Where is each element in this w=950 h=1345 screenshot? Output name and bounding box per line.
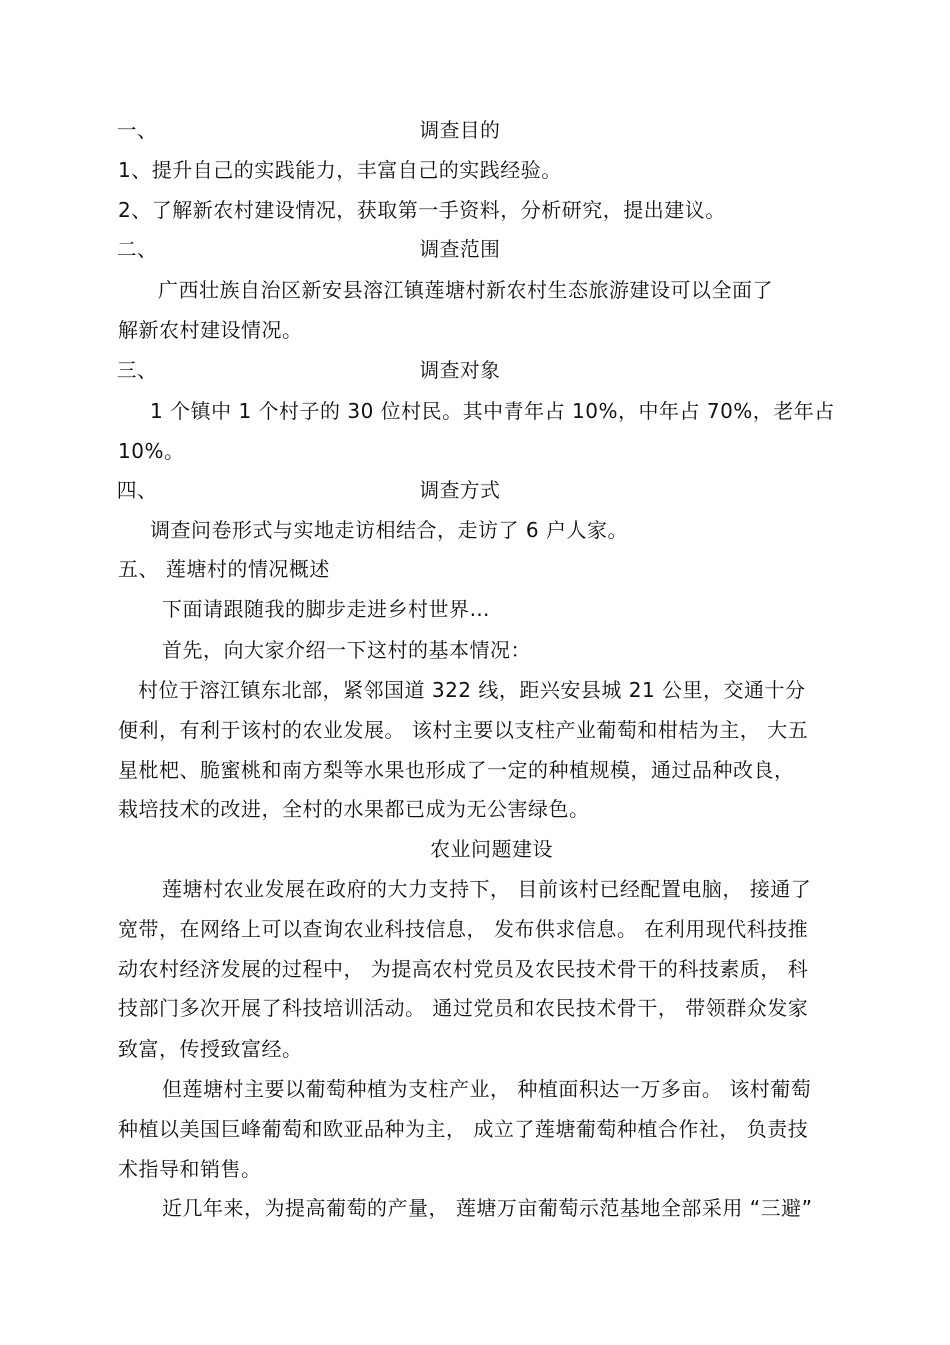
section-4-heading [0, 478, 940, 502]
method-line: 调查问卷形式与实地走访相结合，走访了 6 户人家。 [150, 518, 628, 542]
overview-paragraph-line: 下面请跟随我的脚步走进乡村世界… [162, 597, 490, 621]
purpose-item-2: 2、了解新农村建设情况，获取第一手资料，分析研究，提出建议。 [118, 198, 726, 222]
overview-paragraph-line: 星枇杷、脆蜜桃和南方梨等水果也形成了一定的种植规模，通过品种改良， [118, 758, 795, 782]
agriculture-paragraph-line: 致富，传授致富经。 [118, 1037, 303, 1061]
section-1-heading [0, 118, 940, 142]
section-number: 一、 [116, 118, 158, 142]
section-3-heading [0, 358, 940, 382]
purpose-item-1: 1、提升自己的实践能力，丰富自己的实践经验。 [118, 158, 562, 182]
agriculture-heading: 农业问题建设 [430, 837, 553, 861]
overview-paragraph-line: 栽培技术的改进，全村的水果都已成为无公害绿色。 [118, 797, 590, 821]
subjects-line: 10%。 [118, 439, 185, 463]
agriculture-paragraph-line: 种植以美国巨峰葡萄和欧亚品种为主， 成立了莲塘葡萄种植合作社， 负责技 [118, 1117, 809, 1141]
agriculture-paragraph-line: 术指导和销售。 [118, 1157, 262, 1181]
section-title: 调查范围 [419, 237, 501, 261]
scope-line: 广西壮族自治区新安县溶江镇莲塘村新农村生态旅游建设可以全面了 [158, 278, 773, 302]
agriculture-paragraph-line: 宽带，在网络上可以查询农业科技信息， 发布供求信息。 在利用现代科技推 [118, 917, 809, 941]
section-number: 二、 [116, 237, 158, 261]
overview-paragraph-line: 便利，有利于该村的农业发展。 该村主要以支柱产业葡萄和柑桔为主， 大五 [118, 718, 809, 742]
agriculture-paragraph-line: 但莲塘村主要以葡萄种植为支柱产业， 种植面积达一万多亩。 该村葡萄 [162, 1077, 812, 1101]
agriculture-paragraph-line: 动农村经济发展的过程中， 为提高农村党员及农民技术骨干的科技素质， 科 [118, 957, 809, 981]
section-number: 三、 [116, 358, 158, 382]
subjects-line: 1 个镇中 1 个村子的 30 位村民。其中青年占 10%，中年占 70%，老年占 [150, 399, 835, 423]
section-title: 调查对象 [419, 358, 501, 382]
section-title: 调查目的 [419, 118, 501, 142]
section-number: 四、 [116, 478, 158, 502]
scope-line: 解新农村建设情况。 [118, 318, 303, 342]
section-2-heading [0, 237, 940, 261]
section-5-heading: 五、 莲塘村的情况概述 [118, 557, 330, 581]
overview-paragraph-line: 村位于溶江镇东北部，紧邻国道 322 线，距兴安县城 21 公里，交通十分 [138, 678, 806, 702]
section-title: 调查方式 [419, 478, 501, 502]
agriculture-paragraph-line: 技部门多次开展了科技培训活动。 通过党员和农民技术骨干， 带领群众发家 [118, 996, 809, 1020]
overview-paragraph-line: 首先，向大家介绍一下这村的基本情况： [162, 638, 531, 662]
agriculture-paragraph-line: 近几年来，为提高葡萄的产量， 莲塘万亩葡萄示范基地全部采用 “三避” [162, 1196, 813, 1220]
agriculture-paragraph-line: 莲塘村农业发展在政府的大力支持下， 目前该村已经配置电脑， 接通了 [162, 877, 812, 901]
